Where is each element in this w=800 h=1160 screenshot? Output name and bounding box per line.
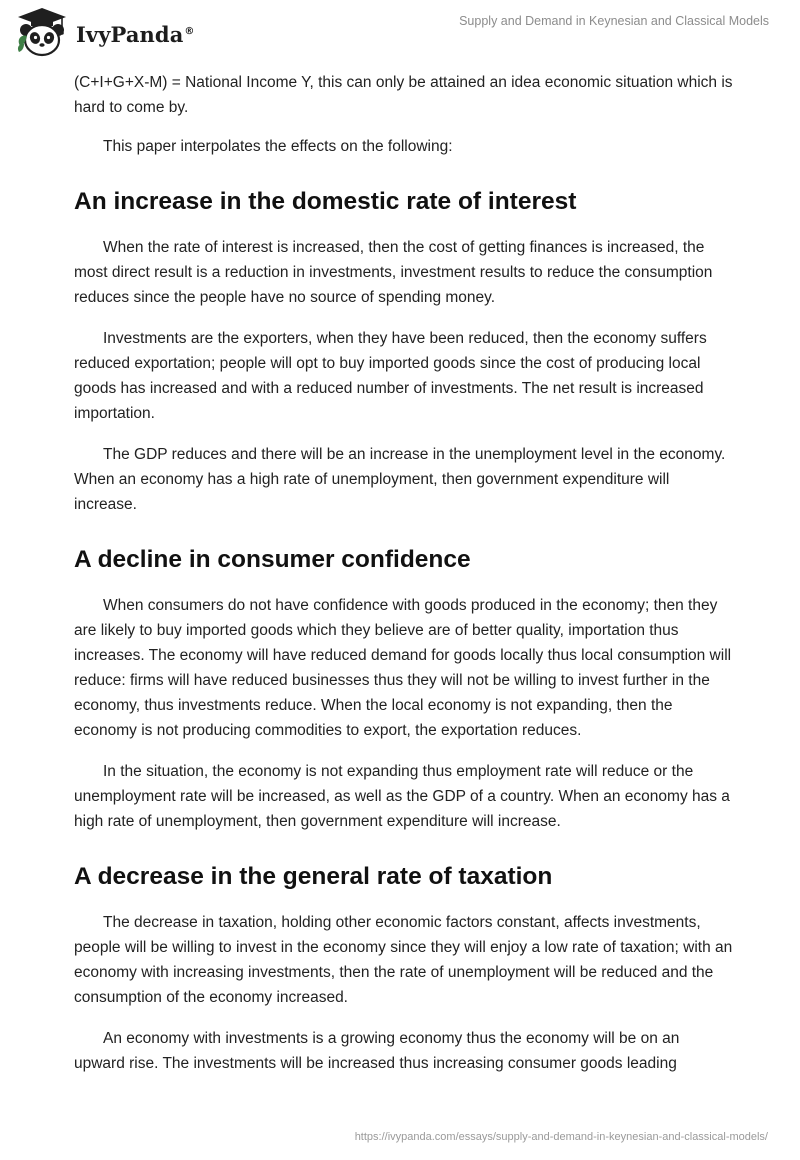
registered-mark: ® — [184, 25, 195, 37]
panda-graduation-icon — [14, 6, 70, 58]
paragraph: The decrease in taxation, holding other economic factors constant, affects investments, people will be willing to invest in the economy since they will enjoy a low rate of taxation; with an economy with increasing investments, then the rate of unemployment will be reduced and the consumption of the economy increased. — [74, 914, 733, 1006]
ivypanda-logo[interactable] — [14, 6, 195, 58]
source-url[interactable]: https://ivypanda.com/essays/supply-and-demand-in-keynesian-and-classical-models/ — [354, 1131, 768, 1143]
intro-paragraph-effects: This paper interpolates the effects on the following: — [103, 138, 453, 155]
section-heading-interest-rate: An increase in the domestic rate of interest — [74, 188, 577, 215]
paragraph: When consumers do not have confidence with goods produced in the economy; then they are likely to buy imported goods which they believe are of better quality, importation thus increases. The economy will have reduced demand for goods locally thus local consumption will reduce: firms will have reduced businesses thus they will not be willing to invest further in the economy, thus investments reduce. When the local economy is not expanding, then the economy is not producing commodities to export, the exportation reduces. — [74, 597, 732, 739]
paragraph: The GDP reduces and there will be an increase in the unemployment level in the economy. When an economy has a high rate of unemployment, then government expenditure will increase. — [74, 446, 726, 513]
section-heading-consumer-confidence: A decline in consumer confidence — [74, 546, 471, 573]
brand-name: IvyPanda® — [76, 21, 195, 47]
paragraph: An economy with investments is a growing economy thus the economy will be on an upward rise. The investments will be increased thus increasing consumer goods leading — [74, 1030, 680, 1072]
essay-body — [74, 70, 734, 1092]
paragraph: When the rate of interest is increased, then the cost of getting finances is increased, the most direct result is a reduction in investments, investment results to reduce the consumption reduces since the people have no source of spending money. — [74, 239, 713, 306]
page-header — [0, 0, 800, 62]
paragraph: Investments are the exporters, when they have been reduced, then the economy suffers reduced exportation; people will opt to buy imported goods since the cost of producing local goods has increased and with a reduced number of investments. The net result is increased importation. — [74, 330, 707, 422]
paragraph: In the situation, the economy is not expanding thus employment rate will reduce or the unemployment rate will be increased, as well as the GDP of a country. When an economy has a high rate of unemployment, then government expenditure will increase. — [74, 763, 730, 830]
document-title: Supply and Demand in Keynesian and Classical Models — [459, 14, 769, 28]
intro-paragraph-formula: (C+I+G+X-M) = National Income Y, this can only be attained an idea economic situation which is hard to come by. — [74, 74, 733, 116]
section-heading-taxation: A decrease in the general rate of taxation — [74, 863, 553, 890]
